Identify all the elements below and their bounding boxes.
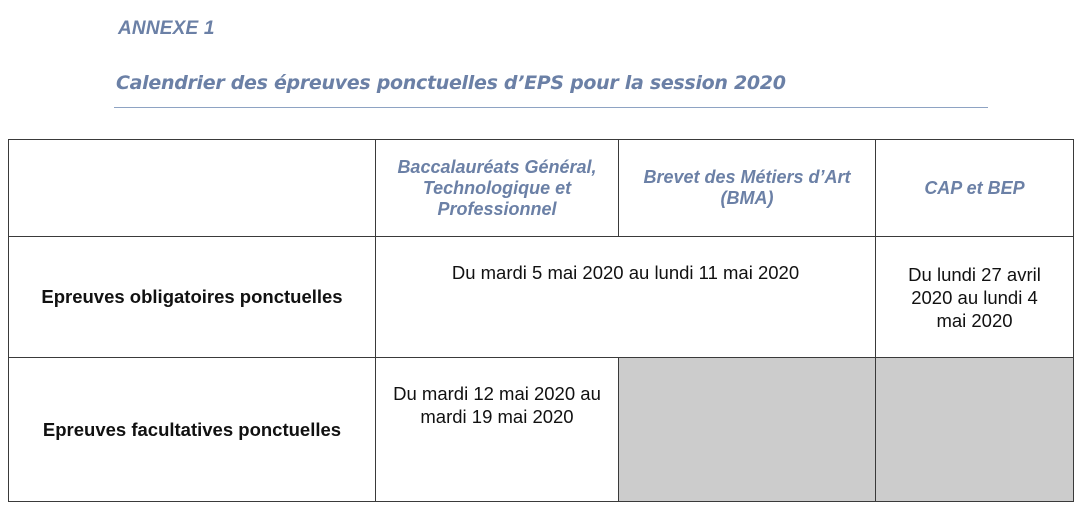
- row-label-obligatoires: Epreuves obligatoires ponctuelles: [41, 286, 343, 307]
- table-row: [9, 237, 1074, 358]
- table-header-row: [9, 140, 1074, 237]
- header-cap-bep-cell: [876, 140, 1074, 237]
- bac-facultatives-dates-cell: [376, 358, 619, 502]
- annex-label: ANNEXE 1: [118, 18, 215, 39]
- cap-bep-dates-cell: [876, 237, 1074, 358]
- cap-bep-obligatoires-dates: Du lundi 27 avril 2020 au lundi 4 mai 2020: [908, 263, 1041, 331]
- document-subtitle: Calendrier des épreuves ponctuelles d’EPS pour la session 2020: [116, 72, 786, 94]
- header-bma-cell: [619, 140, 876, 237]
- exam-calendar-table: [8, 139, 1074, 502]
- header-bma-label: Brevet des Métiers d’Art (BMA): [643, 167, 851, 208]
- cap-bep-facultatives-shaded-cell: [876, 358, 1074, 502]
- bac-bma-dates-cell: [376, 237, 876, 358]
- row-label-facultatives: Epreuves facultatives ponctuelles: [42, 418, 342, 440]
- row-label-cell: [9, 237, 376, 358]
- bma-facultatives-shaded-cell: [619, 358, 876, 502]
- table-row: [9, 358, 1074, 502]
- header-cap-bep-label: CAP et BEP: [924, 177, 1025, 198]
- row-label-cell: [9, 358, 376, 502]
- subtitle-underline: [114, 107, 988, 108]
- header-empty-cell: [9, 140, 376, 237]
- bac-facultatives-dates: Du mardi 12 mai 2020 au mardi 19 mai 2020: [393, 383, 601, 427]
- header-bac-label: Baccalauréats Général, Technologique et Professionnel: [397, 156, 597, 219]
- bac-bma-obligatoires-dates: Du mardi 5 mai 2020 au lundi 11 mai 2020: [451, 262, 800, 283]
- header-bac-cell: [376, 140, 619, 237]
